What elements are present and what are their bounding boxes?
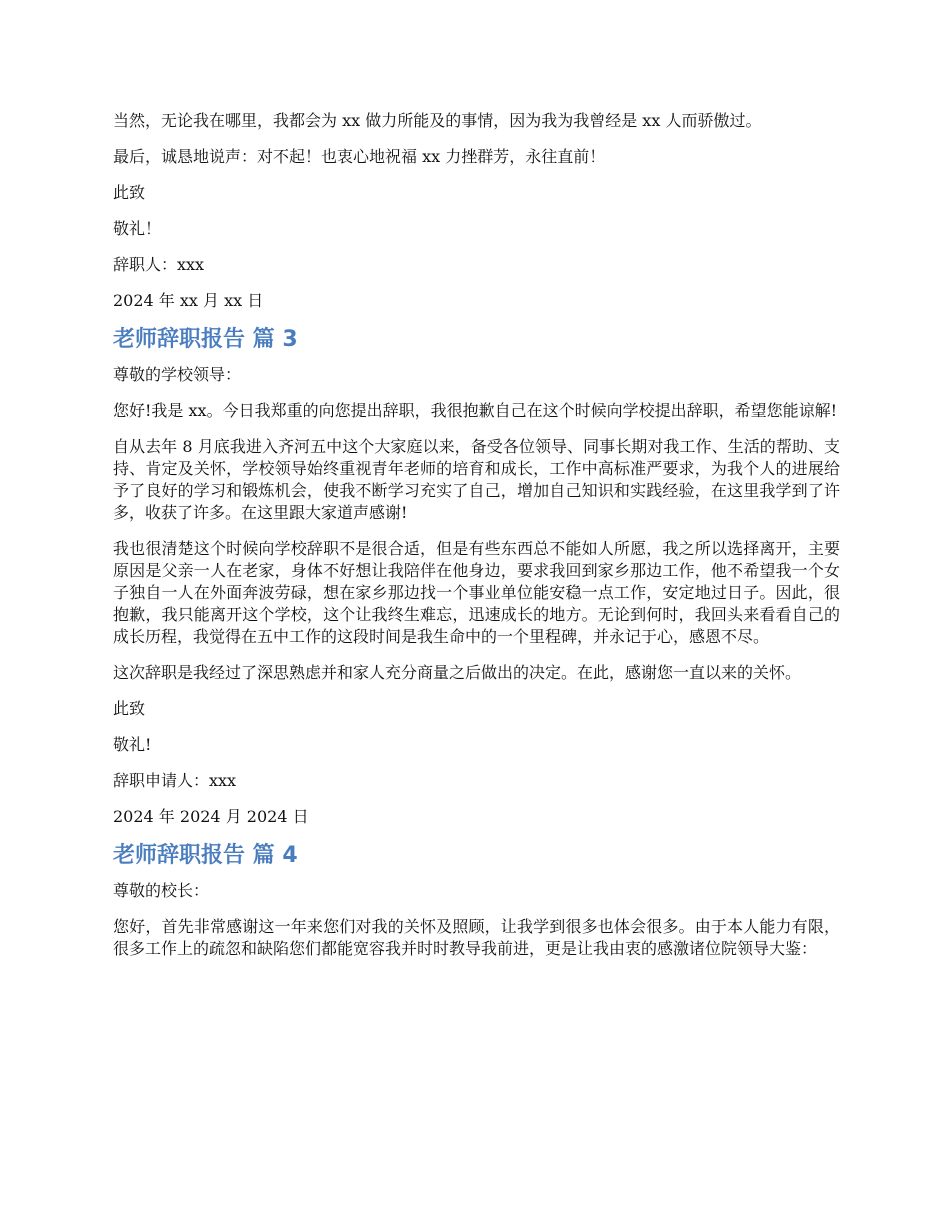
paragraph: 我也很清楚这个时候向学校辞职不是很合适，但是有些东西总不能如人所愿，我之所以选择离开，主要原因是父亲一人在老家，身体不好想让我陪伴在他身边，要求我回到家乡那边工作，他不希望我一个女子独自一人在外面奔波劳碌，想在家乡那边找一个事业单位能安稳一点工作，安定地过日子。因此，很抱歉，我只能离开这个学校，这个让我终生难忘，迅速成长的地方。无论到何时，我回头来看看自己的成长历程，我觉得在五中工作的这段时间是我生命中的一个里程碑，并永记于心，感恩不尽。 — [113, 539, 840, 646]
section-heading-4: 老师辞职报告 篇 4 — [113, 843, 298, 868]
paragraph: 最后，诚恳地说声：对不起！也衷心地祝福 xx 力挫群芳，永往直前！ — [113, 147, 606, 166]
paragraph: 您好!我是 xx。今日我郑重的向您提出辞职，我很抱歉自己在这个时候向学校提出辞职，希望您能谅解! — [113, 401, 837, 420]
salutation-respect: 敬礼! — [113, 735, 152, 754]
date-line: 2024 年 xx 月 xx 日 — [113, 291, 264, 310]
section-heading-3: 老师辞职报告 篇 3 — [113, 327, 298, 352]
signature: 辞职申请人：xxx — [113, 771, 237, 790]
paragraph: 您好，首先非常感谢这一年来您们对我的关怀及照顾，让我学到很多也体会很多。由于本人能力有限，很多工作上的疏忽和缺陷您们都能宽容我并时时教导我前进，更是让我由衷的感激诸位院领导大鉴： — [113, 917, 840, 958]
paragraph: 当然，无论我在哪里，我都会为 xx 做力所能及的事情，因为我为我曾经是 xx 人而骄傲过。 — [113, 111, 762, 130]
salutation-closing: 此致 — [113, 183, 146, 202]
paragraph: 这次辞职是我经过了深思熟虑并和家人充分商量之后做出的决定。在此，感谢您一直以来的关怀。 — [113, 663, 802, 682]
greeting: 尊敬的校长： — [113, 881, 210, 900]
signature: 辞职人：xxx — [113, 255, 205, 274]
salutation-closing: 此致 — [113, 699, 146, 718]
salutation-respect: 敬礼！ — [113, 219, 162, 238]
paragraph: 自从去年 8 月底我进入齐河五中这个大家庭以来，备受各位领导、同事长期对我工作、生活的帮助、支持、肯定及关怀，学校领导始终重视青年老师的培育和成长，工作中高标准严要求，为我个人的进展给予了良好的学习和锻炼机会，使我不断学习充实了自己，增加自己知识和实践经验，在这里我学到了许多，收获了许多。在这里跟大家道声感谢! — [113, 437, 840, 522]
document-page — [113, 110, 840, 974]
greeting: 尊敬的学校领导： — [113, 365, 242, 384]
date-line: 2024 年 2024 月 2024 日 — [113, 807, 309, 826]
